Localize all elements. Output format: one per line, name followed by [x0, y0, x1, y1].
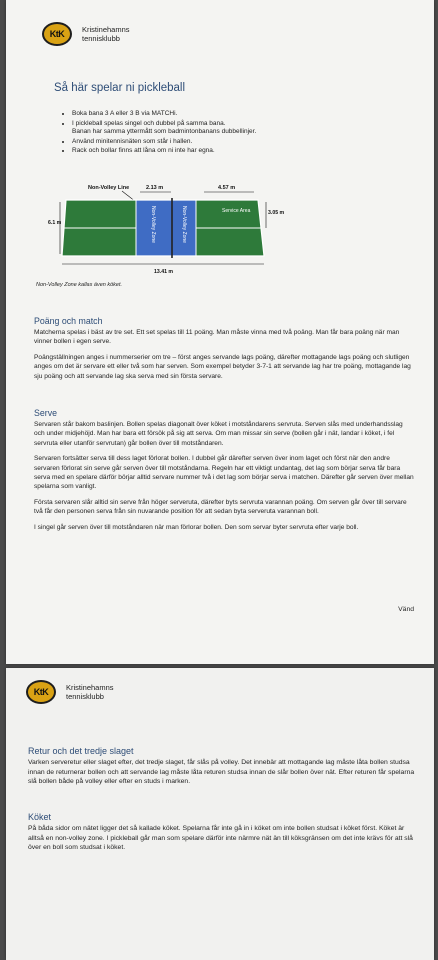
- turn-page-label: Vänd: [398, 606, 414, 613]
- label-non-volley-line: Non-Volley Line: [88, 185, 130, 191]
- club-logo: KtK: [26, 680, 56, 704]
- list-item: • Rack och bollar finns att låna om ni inte har egna.: [72, 147, 372, 156]
- section-koket: [28, 812, 418, 853]
- court-diagram: [46, 180, 286, 276]
- document-page-1: [6, 0, 434, 664]
- club-name-line2: tennisklubb: [66, 692, 104, 701]
- paragraph: Varken serveretur eller slaget efter, det tredje slaget, får slås på volley. Det innebär att mottagande lag måste låta bollen studsa innan de returnerar bollen och att servande lag måste låta returen studsa innan de slår bollen över nät. Efter returen får spelarna slå bollen både på volley eller efter en studs i marken.: [28, 759, 415, 786]
- dim-width: 6.1 m: [48, 220, 62, 226]
- club-header: [42, 22, 130, 46]
- section-retur: [28, 746, 418, 787]
- list-item-text: • I pickleball spelas singel och dubbel på samma bana.: [72, 119, 226, 127]
- list-item-text: Banan har samma yttermått som badmintonbanans dubbellinjer.: [72, 128, 257, 136]
- label-service-area: Service Area: [222, 208, 251, 214]
- dim-service: 4.57 m: [218, 185, 236, 191]
- club-name-line1: Kristinehamns: [66, 683, 114, 692]
- paragraph: Servaren fortsätter serva till dess laget förlorat bollen. I dubbel går därefter serven över inom laget och först när den andre servaren förlorat sin serve går serven över till motståndarna. Regeln har ett viktigt undantag, det lag som börjar serva får bara serva med en spelare därför börjar alltid servare nummer två i det lag som börjar serva i matchen. Därefter går serven över mellan spelarna som vanligt.: [34, 455, 414, 491]
- list-item: [72, 120, 372, 137]
- paragraph: Matcherna spelas i bäst av tre set. Ett set spelas till 11 poäng. Man måste vinna med två poäng. Man får bara poäng när man vinner bollen i egen serve.: [34, 329, 400, 346]
- document-page-2: [6, 668, 434, 960]
- section-serve: [34, 408, 414, 538]
- paragraph: Första servaren slår alltid sin serve från höger serveruta, därefter byts servruta varannan poäng. Om serven går över till servare två får den personen serva från sin nuvarande position för att sedan byta serveruta varannan boll.: [34, 498, 407, 516]
- label-nvz-left: Non-Volley Zone: [150, 206, 156, 243]
- section-poang: [34, 316, 414, 387]
- dim-half: 3.05 m: [268, 210, 285, 216]
- label-nvz-right: Non-Volley Zone: [181, 206, 187, 243]
- club-header: [26, 680, 114, 704]
- dim-nvz: 2.13 m: [146, 185, 164, 191]
- page-title: Så här spelar ni pickleball: [54, 82, 186, 94]
- paragraph: I singel går serven över till motståndaren när man förlorar bollen. Den som servar byter servruta efter varje boll.: [34, 523, 359, 531]
- rules-list: [58, 110, 372, 157]
- section-title: Poäng och match: [34, 316, 103, 326]
- list-item: • Boka bana 3 A eller 3 B via MATCHi.: [72, 110, 372, 119]
- section-title: Köket: [28, 812, 52, 822]
- paragraph: Servaren står bakom baslinjen. Bollen spelas diagonalt över köket i motståndarens servruta. Serven slås med underhandsslag och under midjehöjd. Man har bara ett försök på sig att serva. Om man missar sin serve (bollen går i nät, landar i köket, i fel servruta eller utanför servrutan) går bollen över till motståndaren.: [34, 421, 403, 447]
- club-name: [82, 25, 130, 43]
- paragraph: På båda sidor om nätet ligger det så kallade köket. Spelarna får inte gå in i köket om inte bollen studsat i köket först. Köket är alltså en non-volley zone. I pickleball går man som spelare därför inte närmre nät än till köksgränsen om det inte krävs för att slå över en boll som studsat i köket.: [28, 825, 413, 852]
- club-name: [66, 683, 114, 701]
- club-name-line1: Kristinehamns: [82, 25, 130, 34]
- section-title: Serve: [34, 408, 57, 418]
- club-logo: KtK: [42, 22, 72, 46]
- diagram-caption: Non-Volley Zone kallas även köket.: [36, 282, 123, 288]
- club-name-line2: tennisklubb: [82, 34, 120, 43]
- list-item: • Använd minitennisnäten som står i hallen.: [72, 138, 372, 147]
- dim-length: 13.41 m: [154, 269, 174, 275]
- paragraph: Poängställningen anges i nummerserier om tre – först anges servande lags poäng, därefter mottagande lags poäng och slutligen anges om det är servare ett eller två som har serven. Som exempel betyder 3-7-1 att servande lag har tre poäng, mottagande lag sju poäng och att servande lag ska serva med sin första servare.: [34, 353, 411, 380]
- section-title: Retur och det tredje slaget: [28, 746, 134, 756]
